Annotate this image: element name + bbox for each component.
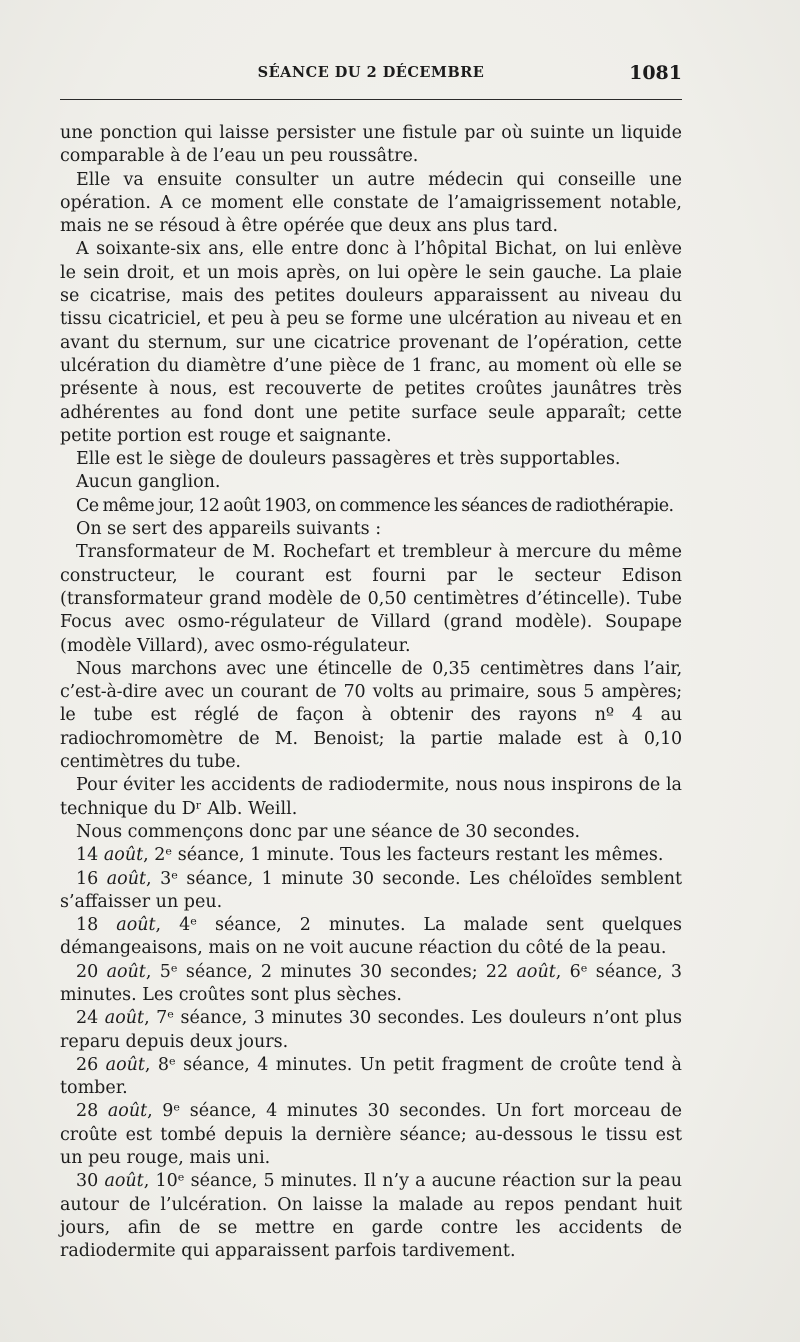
session-day: 14: [76, 845, 99, 866]
session-text: 7ᵉ séance, 3 minutes 30 secondes. Les douleurs n’ont plus reparu depuis deux jours.: [60, 1008, 682, 1052]
session-text: 8ᵉ séance, 4 minutes. Un petit fragment de croûte tend à tomber.: [60, 1054, 682, 1099]
paragraph: Nous marchons avec une étincelle de 0,35 centimètres dans l’air, c’est-à-dire avec un courant de 70 volts au primaire, sous 5 ampères; le tube est réglé de façon à obtenir des rayons nº 4 au radiochromomètre de M. Benoist; la partie malade est à 0,10 centimètres du tube.: [60, 658, 682, 773]
session-day: 30: [76, 1171, 99, 1192]
paragraph: On se sert des appareils suivants :: [76, 519, 382, 540]
paragraph: Elle va ensuite consulter un autre médecin qui conseille une opération. A ce moment elle constate de l’amaigrissement notable, mais ne se résoud à être opérée que deux ans plus tard.: [60, 169, 682, 237]
running-title: SÉANCE DU 2 DÉCEMBRE: [257, 64, 485, 81]
session-month: août: [104, 1008, 145, 1029]
session-entry: 18 août, 4ᵉ séance, 2 minutes. La malade sent quelques démangeaisons, mais on ne voit aucune réaction du côté de la peau.: [60, 915, 682, 959]
paragraph: A soixante-six ans, elle entre donc à l’hôpital Bichat, on lui enlève le sein droit, et un mois après, on lui opère le sein gauche. La plaie se cicatrise, mais des petites douleurs apparaissent au niveau du tissu cicatriciel, et peu à peu se forme une ulcération au niveau et en avant du sternum, sur une cicatrice provenant de l’opération, cette ulcération du diamètre d’une pièce de 1 franc, au moment où elle se présente à nous, est recouverte de petites croûtes jaunâtres très adhérentes au fond dont une petite surface seule apparaît; cette petite portion est rouge et saignante.: [60, 239, 682, 446]
page-number: 1081: [629, 62, 682, 84]
session-month: août: [105, 1054, 145, 1075]
paragraph: Ce même jour, 12 août 1903, on commence les séances de radiothérapie.: [76, 495, 674, 516]
session-entry: 24 août, 7ᵉ séance, 3 minutes 30 secondes. Les douleurs n’ont plus reparu depuis deux jours.: [60, 1008, 682, 1052]
page-header: [60, 62, 682, 86]
paragraph: Aucun ganglion.: [76, 472, 221, 493]
session-month: août: [116, 915, 156, 936]
session-text: 2ᵉ séance, 1 minute. Tous les facteurs restant les mêmes.: [154, 845, 664, 866]
session-entry: 20 août, 5ᵉ séance, 2 minutes 30 secondes; 22 août, 6ᵉ séance, 3 minutes. Les croûtes sont plus sèches.: [60, 961, 682, 1005]
body-text: [60, 122, 682, 1264]
session-day: 16: [76, 868, 99, 889]
session-text: 5ᵉ séance, 2 minutes 30 secondes;: [159, 961, 478, 982]
paragraph: une ponction qui laisse persister une fistule par où suinte un liquide comparable à de l’eau un peu roussâtre.: [60, 123, 682, 167]
paragraph: Transformateur de M. Rochefart et trembleur à mercure du même constructeur, le courant est fourni par le secteur Edison (transformateur grand modèle de 0,50 centimètres d’étincelle). Tube Focus avec osmo-régulateur de Villard (grand modèle). Soupape (modèle Villard), avec osmo-régulateur.: [60, 542, 682, 656]
session-month: août: [106, 961, 146, 982]
session-day: 20: [76, 961, 99, 982]
paragraph: Elle est le siège de douleurs passagères et très supportables.: [76, 449, 621, 470]
session-day: 22: [485, 961, 509, 982]
session-month: août: [107, 1101, 148, 1122]
header-rule: [60, 99, 682, 100]
paragraph: Pour éviter les accidents de radiodermite, nous nous inspirons de la technique du Dʳ Alb. Weill.: [60, 775, 682, 819]
session-month: août: [103, 845, 144, 866]
paragraph: Nous commençons donc par une séance de 30 secondes.: [76, 821, 581, 842]
session-text: 6ᵉ séance, 3 minutes. Les croûtes sont plus sèches.: [60, 961, 682, 1005]
session-entry: 26 août, 8ᵉ séance, 4 minutes. Un petit fragment de croûte tend à tomber.: [60, 1054, 682, 1099]
session-entry: 30 août, 10ᵉ séance, 5 minutes. Il n’y a aucune réaction sur la peau autour de l’ulcération. On laisse la malade au repos pendant huit jours, afin de se mettre en garde contre les accidents de radiodermite qui apparaissent parfois tardivement.: [60, 1171, 682, 1262]
session-entry: 16 août, 3ᵉ séance, 1 minute 30 seconde. Les chéloïdes semblent s’affaisser un peu.: [60, 868, 682, 912]
session-month: août: [104, 1171, 144, 1192]
session-entry: 14 août, 2ᵉ séance, 1 minute. Tous les facteurs restant les mêmes.: [76, 845, 664, 866]
session-text: 3ᵉ séance, 1 minute 30 seconde. Les chéloïdes semblent s’affaisser un peu.: [60, 868, 682, 912]
session-entry: 28 août, 9ᵉ séance, 4 minutes 30 secondes. Un fort morceau de croûte est tombé depuis la dernière séance; au-dessous le tissu est un peu rouge, mais uni.: [60, 1101, 682, 1169]
session-month: août: [516, 961, 556, 982]
session-month: août: [106, 868, 147, 889]
session-text: 10ᵉ séance, 5 minutes. Il n’y a aucune réaction sur la peau autour de l’ulcération. On laisse la malade au repos pendant huit jours, afin de se mettre en garde contre les accidents de radiodermite qui apparaissent parfois tardivement.: [60, 1171, 682, 1262]
session-text: 4ᵉ séance, 2 minutes. La malade sent quelques démangeaisons, mais on ne voit aucune réaction du côté de la peau.: [60, 915, 682, 959]
session-day: 28: [76, 1101, 99, 1122]
session-text: 9ᵉ séance, 4 minutes 30 secondes. Un fort morceau de croûte est tombé depuis la dernière séance; au-dessous le tissu est un peu rouge, mais uni.: [60, 1101, 682, 1169]
session-day: 18: [76, 915, 99, 936]
session-day: 24: [76, 1008, 99, 1029]
session-day: 26: [76, 1054, 99, 1075]
